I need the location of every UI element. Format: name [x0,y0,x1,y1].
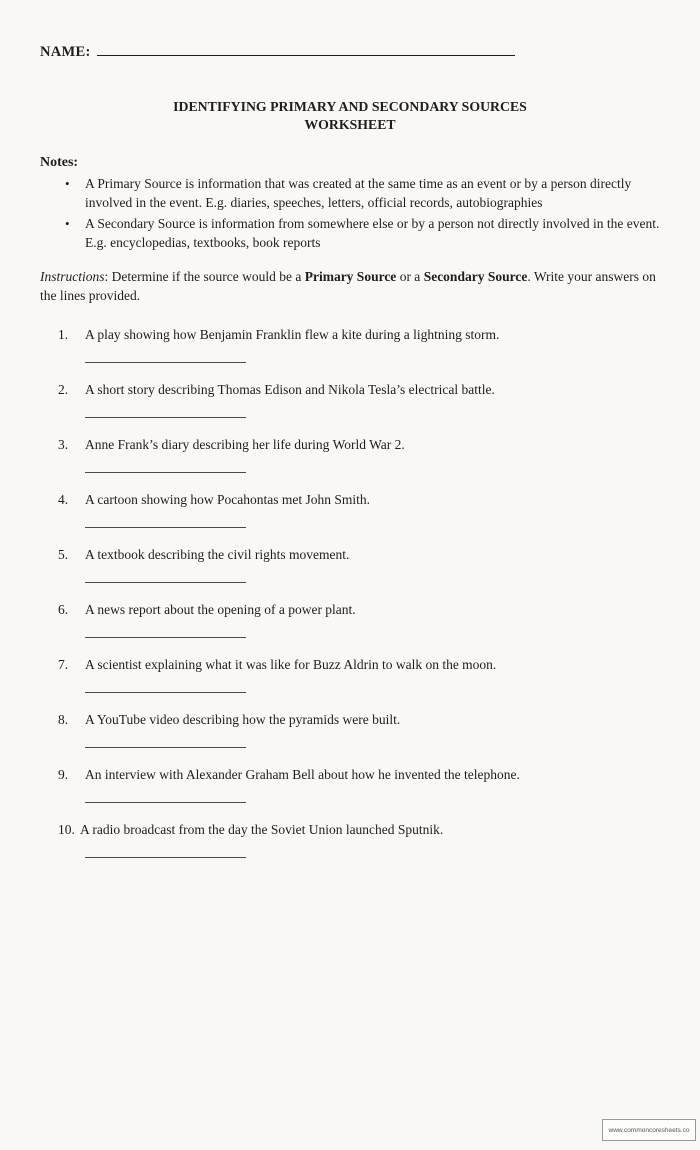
question-item-4 [40,491,660,546]
watermark-box [602,1119,696,1141]
question-line [40,381,660,399]
question-text: A play showing how Benjamin Franklin flew a kite during a lightning storm. [85,327,500,342]
question-number: 7. [58,657,69,672]
answer-line-5[interactable] [85,572,246,583]
question-item-10 [40,821,660,876]
worksheet-title [40,98,660,134]
question-line [40,491,660,509]
question-text: A cartoon showing how Pocahontas met John Smith. [85,492,370,507]
note-text-primary: A Primary Source is information that was created at the same time as an event or by a person directly involved in the event. E.g. diaries, speeches, letters, official records, autobiographies [85,176,632,210]
question-number: 6. [58,602,69,617]
answer-line-2[interactable] [85,407,246,418]
note-item-primary [65,174,660,212]
bullet-icon: • [65,176,70,191]
title-line-2: WORKSHEET [304,117,396,132]
question-line [40,546,660,564]
question-number: 9. [58,767,69,782]
question-line [40,436,660,454]
question-text: A radio broadcast from the day the Soviet Union launched Sputnik. [80,822,444,837]
question-number: 5. [58,547,69,562]
bullet-icon: • [65,216,70,231]
answer-line-1[interactable] [85,352,246,363]
question-item-2 [40,381,660,436]
question-item-3 [40,436,660,491]
question-item-1 [40,326,660,381]
question-line [40,711,660,729]
question-number: 1. [58,327,69,342]
question-number: 3. [58,437,69,452]
question-item-5 [40,546,660,601]
answer-line-7[interactable] [85,682,246,693]
instructions-bold-secondary: Secondary Source [423,269,528,284]
question-item-6 [40,601,660,656]
answer-line-9[interactable] [85,792,246,803]
question-number: 10. [58,822,75,837]
question-line [40,821,660,839]
instructions-part1: : Determine if the source would be a [104,269,305,284]
question-line [40,601,660,619]
question-number: 8. [58,712,69,727]
notes-list [40,174,660,252]
answer-line-6[interactable] [85,627,246,638]
worksheet-content [40,42,660,876]
question-item-9 [40,766,660,821]
question-item-8 [40,711,660,766]
question-list [40,326,660,876]
question-text: An interview with Alexander Graham Bell about how he invented the telephone. [85,767,520,782]
instructions-part2: or a [396,269,424,284]
question-number: 2. [58,382,69,397]
question-text: A textbook describing the civil rights movement. [85,547,350,562]
instructions-label: Instructions [40,269,105,284]
title-line-1: IDENTIFYING PRIMARY AND SECONDARY SOURCES [173,99,527,114]
answer-line-8[interactable] [85,737,246,748]
instructions-paragraph [40,267,660,305]
question-number: 4. [58,492,69,507]
instructions-bold-primary: Primary Source [304,269,397,284]
name-label: NAME: [40,44,91,60]
question-line [40,326,660,344]
note-item-secondary [65,214,660,252]
question-text: A YouTube video describing how the pyramids were built. [85,712,401,727]
note-text-secondary: A Secondary Source is information from somewhere else or by a person not directly involved in the event. E.g. encyclopedias, textbooks, book reports [85,216,660,250]
name-row [40,42,660,62]
watermark-url: www.commoncoresheets.co [608,1126,690,1134]
answer-line-4[interactable] [85,517,246,528]
question-text: A scientist explaining what it was like for Buzz Aldrin to walk on the moon. [85,657,497,672]
question-text: Anne Frank’s diary describing her life during World War 2. [85,437,405,452]
question-line [40,656,660,674]
notes-label: Notes: [40,155,79,170]
question-item-7 [40,656,660,711]
name-input-line[interactable] [97,42,515,56]
answer-line-3[interactable] [85,462,246,473]
question-line [40,766,660,784]
question-text: A short story describing Thomas Edison and Nikola Tesla’s electrical battle. [85,382,495,397]
answer-line-10[interactable] [85,847,246,858]
question-text: A news report about the opening of a power plant. [85,602,356,617]
instructions-part3: . Write your answers on the lines provided. [40,269,656,303]
